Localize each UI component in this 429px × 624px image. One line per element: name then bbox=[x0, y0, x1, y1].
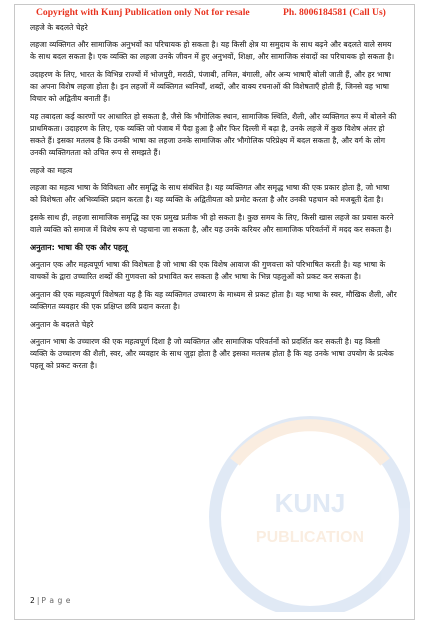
page-header bbox=[36, 7, 416, 21]
paragraph: अनुतान की एक महत्वपूर्ण विशेषता यह है कि यह व्यक्तिगत उच्चारण के माध्यम से प्रकट होता है। यह भाषा के स्वर, मौखिक शैली, और व्यक्तिगत व्यवहार की एक प्रक्षिप्त छवि प्रदान करता है। bbox=[30, 290, 397, 311]
page-footer bbox=[30, 595, 71, 607]
paragraph: लहजा व्यक्तिगत और सामाजिक अनुभवों का परिचायक हो सकता है। यह किसी क्षेत्र या समुदाय के साथ बढ़ने और बदलते वाले समय के साथ बदल सकता है। एक व्यक्ति का लहजा उनके जीवन में हुए अनुभवों, शिक्षा, और सामाजिक संवादों का परिचायक हो सकता है। bbox=[30, 40, 395, 61]
section-heading: अनुतान के बदलते चेहरे bbox=[30, 320, 94, 329]
paragraph: इसके साथ ही, लहजा सामाजिक समृद्धि का एक प्रमुख प्रतीक भी हो सकता है। कुछ समय के लिए, किसी खास लहजे का प्रयास करने वाले व्यक्ति को समाज में विशेष रूप से पहचाना जा सकता है, और यह उनके करियर और सामाजिक परिवर्तनों में मदद कर सकता है। bbox=[30, 213, 394, 234]
section-heading: लहजे के बदलते चेहरे bbox=[30, 23, 88, 32]
paragraph: यह तबादला कई कारणों पर आधारित हो सकता है, जैसे कि भौगोलिक स्थान, सामाजिक स्थिति, शैली, और व्यक्तिगत रूप में बोलने की प्राथमिकता। उदाहरण के लिए, एक व्यक्ति जो पंजाब में पैदा हुआ है और फिर दिल्ली में बढ़ा है, उनके लहजे में कुछ विशेष अंतर हो सकते हैं। इसका मतलब है कि उनकी भाषा का लहजा उनके सामाजिक और भौगोलिक परिप्रेक्ष्य में बदल सकता है, और वर्ग के लोग उनकी व्यक्तिगतता को उचित रूप से समझते हैं। bbox=[30, 112, 397, 157]
document-body bbox=[30, 22, 399, 378]
paragraph: अनुतान भाषा के उच्चारण की एक महत्वपूर्ण दिशा है जो व्यक्तिगत और सामाजिक परिवर्तनों को प्रदर्शित कर सकती है। यह किसी व्यक्ति के उच्चारण की शैली, स्वर, और व्यवहार के साथ जुड़ा होता है और इसका मतलब होता है कि यह उनके भाषा उपयोग के प्रत्येक पहलू को प्रकट करता है। bbox=[30, 337, 394, 370]
contact-phone: Ph. 8006184581 (Call Us) bbox=[283, 7, 386, 18]
svg-text:PUBLICATION: PUBLICATION bbox=[255, 529, 365, 546]
paragraph: उदाहरण के लिए, भारत के विभिन्न राज्यों में भोजपुरी, मराठी, पंजाबी, तमिल, बंगाली, और अन्य भाषाएँ बोली जाती हैं, और हर भाषा का अपना विशेष लहजा होता है। इन लहजों में व्यक्तिगत ध्वनियाँ, शब्दों, और वाक्य रचनाओं की विशेषताएँ होती हैं, जिनसे वह भाषा विचार को अद्वितीय बनाती हैं। bbox=[30, 70, 391, 103]
svg-text:KUNJ: KUNJ bbox=[274, 488, 346, 518]
paragraph: लहजा का महत्व भाषा के विविधता और समृद्धि के साथ संबंधित है। यह व्यक्तिगत और समृद्ध भाषा की एक प्रकार होता है, जो भाषा को विशेषता और अभिव्यक्ति प्रदान करता है। यह व्यक्ति के अद्वितीयता को प्रमोट करता है और उनकी पहचान को मजबूती देता है। bbox=[30, 183, 390, 204]
section-heading: अनुतान: भाषा की एक और पहलू bbox=[30, 243, 128, 252]
page-number: 2 bbox=[30, 596, 35, 605]
section-heading: लहजे का महत्व bbox=[30, 166, 73, 175]
copyright-notice: Copyright with Kunj Publication only Not for resale bbox=[36, 7, 250, 18]
page-label: P a g e bbox=[41, 596, 71, 605]
paragraph: अनुतान एक और महत्वपूर्ण भाषा की विशेषता है जो भाषा की एक विशेष आवाज की गुणवत्ता को परिभाषित करती है। यह भाषा के वाचकों के द्वारा उच्चारित शब्दों की गुणवत्ता को प्रभावित कर सकता है और भाषा के भिन्न पहलुओं को प्रकट कर सकता है। bbox=[30, 260, 386, 281]
footer-separator: | bbox=[36, 596, 40, 605]
